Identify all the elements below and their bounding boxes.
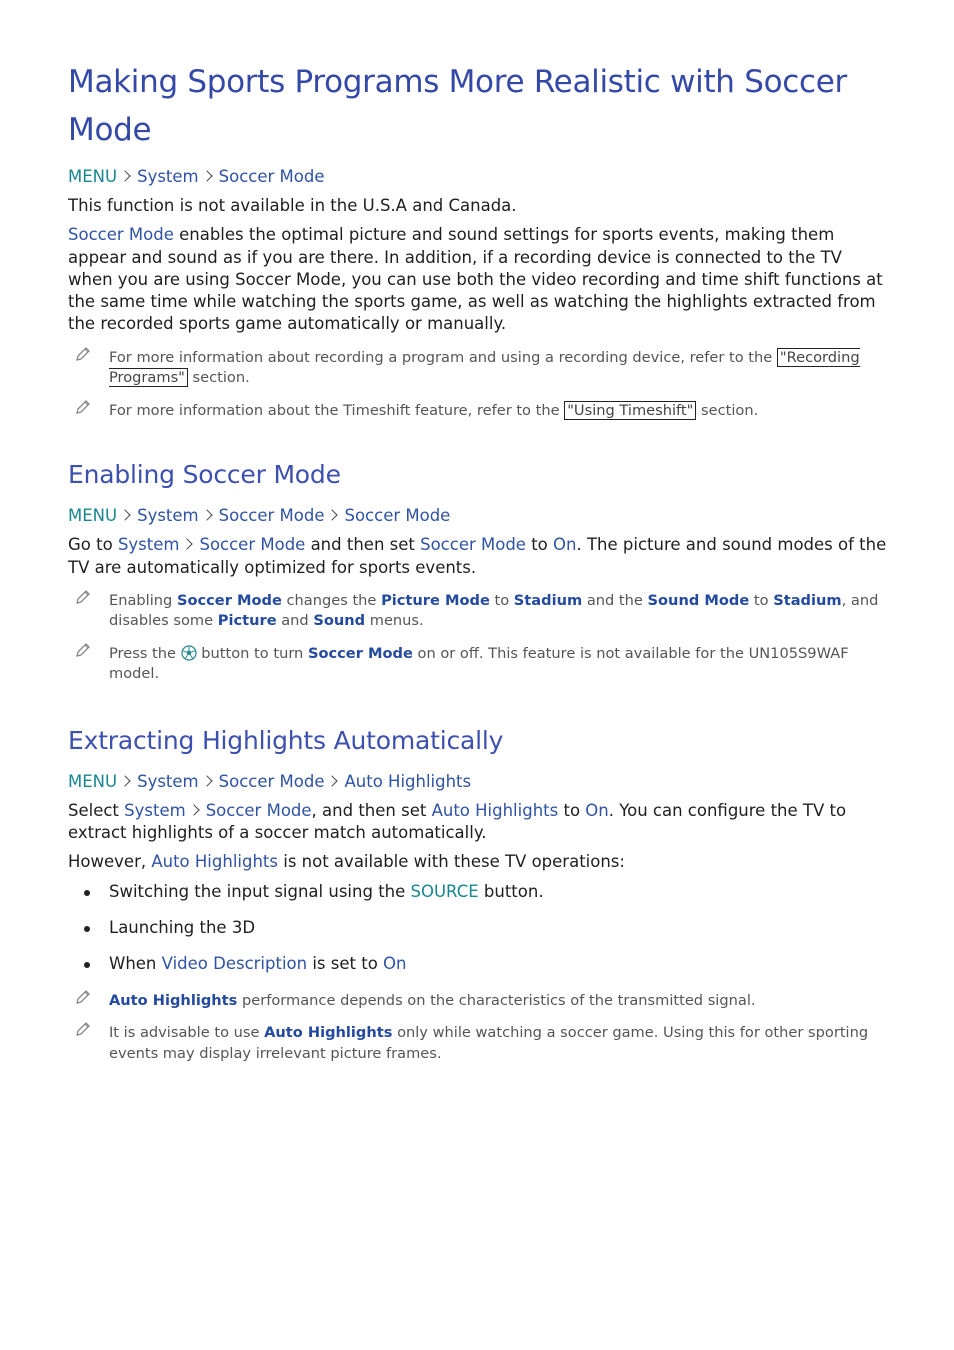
- path-menu[interactable]: MENU: [68, 167, 118, 186]
- note-text: section.: [696, 401, 759, 419]
- text-span: Go to: [68, 535, 118, 555]
- chevron-right-icon: [201, 170, 212, 181]
- list-item: [68, 917, 888, 939]
- text-span: Soccer Mode: [420, 535, 526, 555]
- text-span: and then set: [305, 535, 421, 555]
- text-span: Picture: [217, 612, 277, 630]
- text-span: , and then set: [311, 800, 432, 820]
- path-soccer-mode[interactable]: Soccer Mode: [218, 771, 325, 791]
- text-span: Auto Highlights: [264, 1024, 393, 1042]
- intro-description: [68, 224, 888, 335]
- pencil-icon: [74, 1020, 92, 1038]
- note-text: For more information about the Timeshift feature, refer to the: [109, 401, 565, 419]
- bullet-icon: [84, 926, 90, 932]
- text-span: Soccer Mode: [176, 591, 282, 609]
- note-text: section.: [187, 369, 250, 387]
- page: [68, 58, 888, 1076]
- path-system[interactable]: System: [137, 167, 199, 186]
- soccer-ball-icon: [181, 645, 197, 661]
- chevron-right-icon: [201, 510, 212, 521]
- text-span: , and disables some: [109, 591, 879, 630]
- chevron-right-icon: [119, 170, 130, 181]
- term-soccer-mode: Soccer Mode: [68, 225, 174, 245]
- menu-path: [68, 771, 888, 793]
- text-span: Stadium: [513, 591, 583, 609]
- intro-description-text: enables the optimal picture and sound settings for sports events, making them appear and sound as if you are there. In addition, if a recording device is connected to the TV when you are using Soccer Mode, you can use both the video recording and time shift functions at the same time while watching the sports game, as well as watching the highlights extracted from the recorded sports game automatically or manually.: [68, 225, 883, 334]
- note-soccer-button: [68, 644, 888, 685]
- text-span: only while watching a soccer game. Using this for other sporting events may display irrelevant picture frames.: [109, 1024, 869, 1062]
- note-performance: [68, 991, 888, 1012]
- text-span: to: [749, 591, 774, 609]
- link-using-timeshift[interactable]: "Using Timeshift": [564, 401, 696, 420]
- path-soccer-mode[interactable]: Soccer Mode: [218, 506, 325, 526]
- text-span: SOURCE: [410, 881, 479, 901]
- text-span: to: [525, 535, 554, 555]
- section-heading-enabling: Enabling Soccer Mode: [68, 460, 341, 490]
- extracting-description: [68, 800, 888, 845]
- page-title: Making Sports Programs More Realistic with Soccer Mode: [68, 64, 847, 148]
- text-span: When: [109, 953, 162, 973]
- text-span: Stadium: [773, 591, 842, 609]
- text-span: and: [276, 612, 314, 630]
- text-span: is not available with these TV operations:: [278, 852, 625, 872]
- text-span: Select: [68, 800, 125, 820]
- text-span: It is advisable to use: [109, 1024, 265, 1042]
- text-span: Enabling: [109, 591, 177, 609]
- chevron-right-icon: [119, 510, 130, 521]
- path-system[interactable]: System: [137, 506, 199, 526]
- pencil-icon: [74, 345, 92, 363]
- text-span: is set to: [307, 953, 384, 973]
- pencil-icon: [74, 641, 92, 659]
- text-span: Video Description: [161, 953, 308, 973]
- text-span: Sound Mode: [647, 591, 750, 609]
- enabling-description: [68, 534, 888, 579]
- text-span: changes the: [281, 591, 382, 609]
- text-span: On: [585, 800, 609, 820]
- text-span: Soccer Mode: [307, 644, 413, 662]
- pencil-icon: [74, 398, 92, 416]
- path-menu[interactable]: MENU: [68, 506, 118, 526]
- text-span: On: [553, 535, 577, 555]
- text-span: to: [558, 800, 586, 820]
- chevron-right-icon: [327, 775, 338, 786]
- pencil-icon: [74, 588, 92, 606]
- path-system[interactable]: System: [137, 771, 199, 791]
- list-item: [68, 881, 888, 903]
- chevron-right-icon: [188, 804, 199, 815]
- bullet-icon: [84, 890, 90, 896]
- chevron-right-icon: [201, 775, 212, 786]
- text-span: Auto Highlights: [109, 991, 238, 1009]
- text-span: However,: [68, 852, 152, 872]
- text-span: performance depends on the characteristics of the transmitted signal.: [237, 991, 756, 1009]
- text-span: Picture Mode: [381, 591, 490, 609]
- bullet-icon: [84, 962, 90, 968]
- list-item: [68, 953, 888, 975]
- text-span: . You can configure the TV to extract highlights of a soccer match automatically.: [68, 800, 847, 843]
- note-enabling-effects: [68, 591, 888, 632]
- path-menu[interactable]: MENU: [68, 771, 118, 791]
- path-soccer-mode[interactable]: Soccer Mode: [218, 167, 325, 186]
- text-span: System: [124, 800, 186, 820]
- text-span: Launching the 3D: [109, 917, 256, 937]
- extracting-limitations: [68, 851, 888, 873]
- path-soccer-mode-setting[interactable]: Soccer Mode: [344, 506, 451, 526]
- menu-path: [68, 505, 888, 527]
- text-span: Switching the input signal using the: [109, 881, 411, 901]
- text-span: and the: [582, 591, 648, 609]
- text-span: to: [489, 591, 514, 609]
- text-span: Soccer Mode: [205, 800, 312, 820]
- link-recording-programs[interactable]: "Recording Programs": [109, 348, 860, 387]
- note-text: For more information about recording a program and using a recording device, refer to the: [109, 348, 777, 366]
- note-recording: [68, 348, 888, 389]
- text-span: System: [117, 535, 180, 555]
- section-enabling: [68, 459, 888, 685]
- text-span: On: [383, 953, 407, 973]
- text-span: . The picture and sound modes of the TV are automatically optimized for sports events.: [68, 535, 887, 577]
- text-span: Auto Highlights: [431, 800, 559, 820]
- note-timeshift: [68, 401, 888, 422]
- availability-text: This function is not available in the U.S.A and Canada.: [68, 196, 517, 215]
- section-extracting: [68, 725, 888, 1064]
- text-span: Soccer Mode: [199, 535, 306, 555]
- pencil-icon: [74, 988, 92, 1006]
- chevron-right-icon: [119, 775, 130, 786]
- section-heading-extracting: Extracting Highlights Automatically: [68, 725, 504, 755]
- text-span: Auto Highlights: [151, 852, 278, 872]
- text-span: on or off. This feature is not available for the UN105S9WAF model.: [109, 644, 849, 683]
- note-advisable: [68, 1023, 888, 1064]
- path-auto-highlights[interactable]: Auto Highlights: [344, 771, 472, 791]
- text-span: Sound: [313, 612, 366, 630]
- limitations-list: [68, 881, 888, 975]
- text-span: button.: [478, 881, 544, 901]
- text-span: button to turn: [196, 644, 308, 662]
- menu-path: [68, 166, 888, 188]
- chevron-right-icon: [327, 510, 338, 521]
- chevron-right-icon: [182, 539, 193, 550]
- text-span: Press the: [109, 644, 181, 662]
- text-span: menus.: [365, 612, 424, 630]
